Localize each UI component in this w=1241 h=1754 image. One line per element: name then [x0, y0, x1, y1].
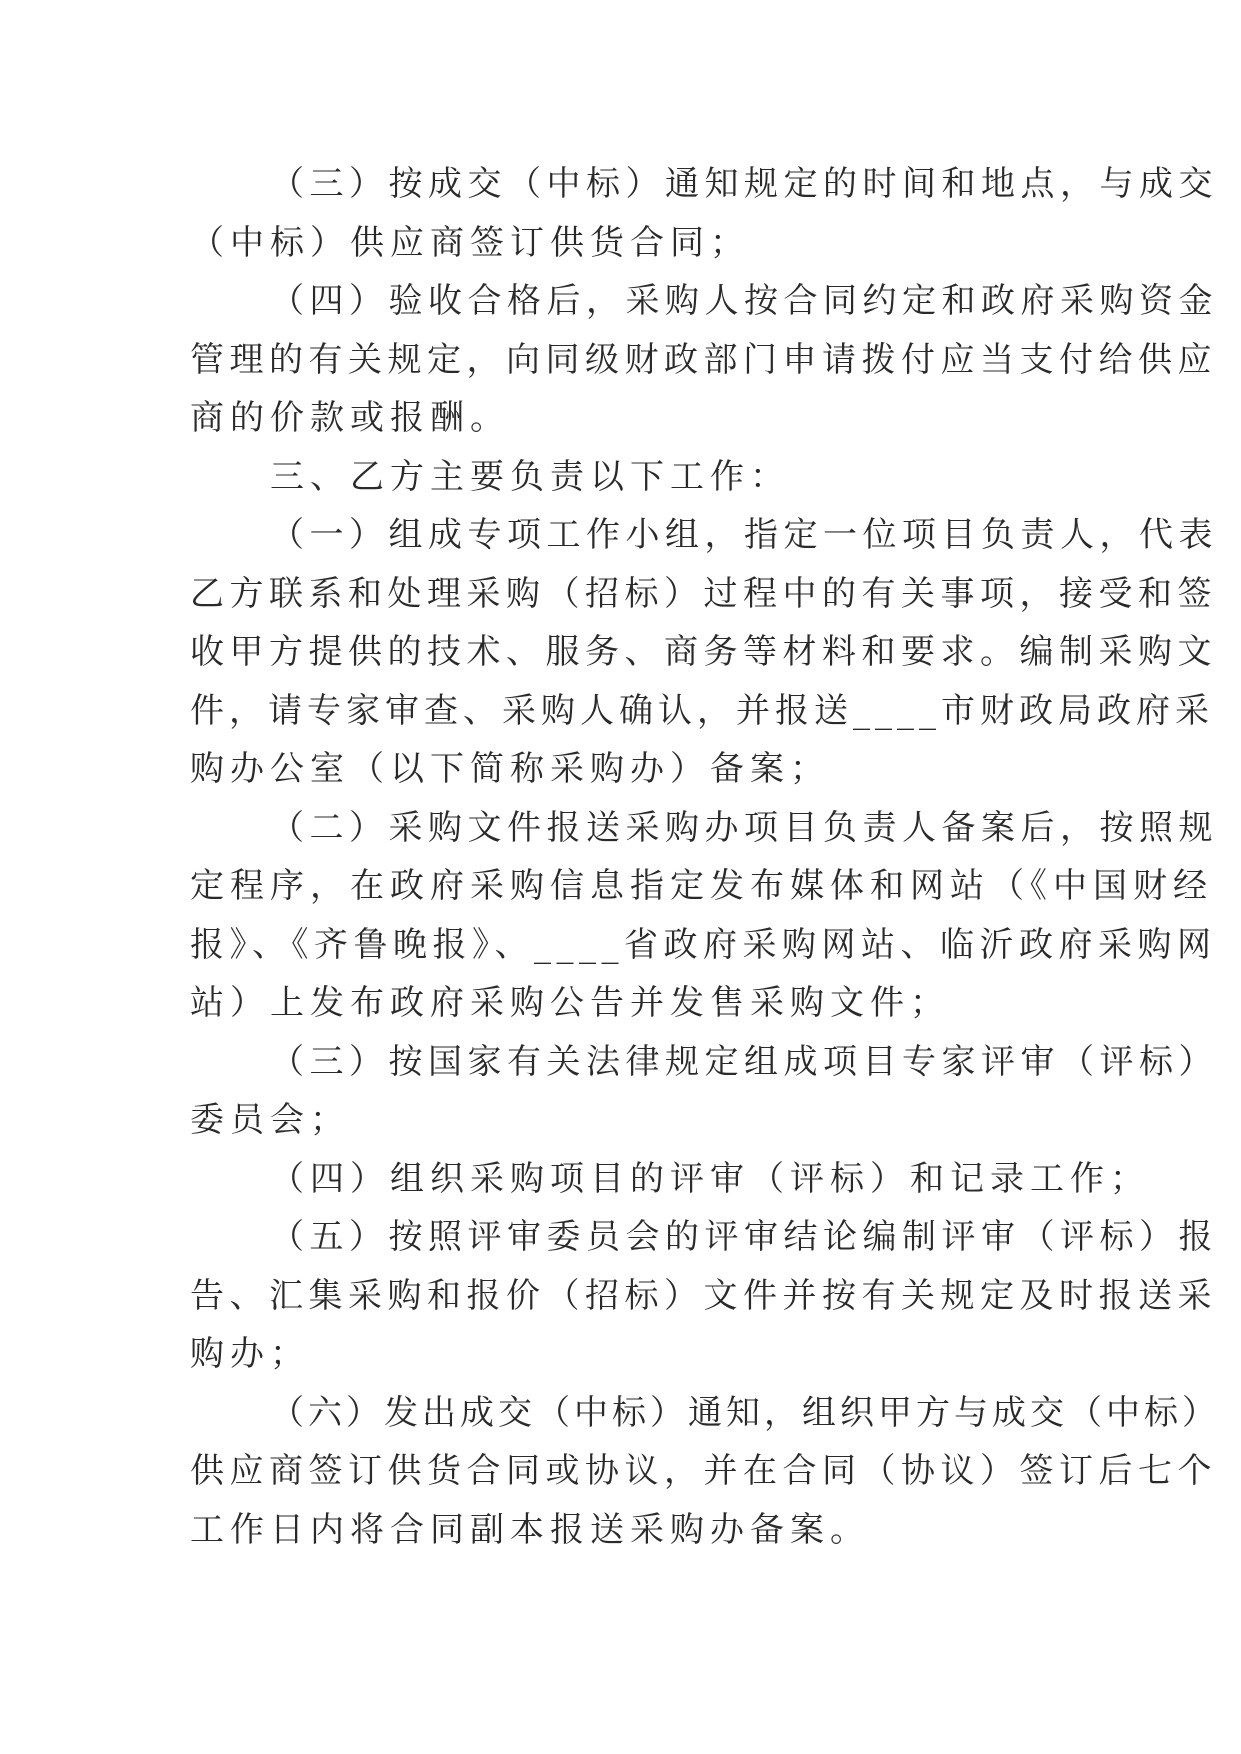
- text-line: （四）验收合格后，采购人按合同约定和政府采购资金: [270, 281, 1218, 321]
- text-line: 乙方联系和处理采购（招标）过程中的有关事项，接受和签: [190, 573, 1217, 614]
- text-line: 报》、《齐鲁晚报》、____省政府采购网站、临沂政府采购网: [190, 924, 1217, 965]
- section-heading: 三、乙方主要负责以下工作：: [270, 456, 790, 497]
- text-line: 站）上发布政府采购公告并发售采购文件；: [190, 983, 950, 1023]
- text-line: 告、汇集采购和报价（招标）文件并按有关规定及时报送采: [190, 1275, 1217, 1316]
- document-body: [190, 155, 1220, 1559]
- text-line: 工作日内将合同副本报送采购办备案。: [190, 1509, 870, 1550]
- text-line: （五）按照评审委员会的评审结论编制评审（评标）报: [270, 1217, 1218, 1257]
- text-line: （三）按成交（中标）通知规定的时间和地点，与成交: [270, 164, 1218, 204]
- text-line: 定程序，在政府采购信息指定发布媒体和网站（《中国财经: [190, 866, 1213, 906]
- text-line: （六）发出成交（中标）通知，组织甲方与成交（中标）: [270, 1392, 1220, 1433]
- text-line: （三）按国家有关法律规定组成项目专家评审（评标）: [270, 1041, 1218, 1082]
- text-line: 购办公室（以下简称采购办）备案；: [190, 749, 830, 789]
- text-line: （四）组织采购项目的评审（评标）和记录工作；: [270, 1158, 1150, 1199]
- text-line: 委员会；: [190, 1100, 350, 1140]
- text-line: 收甲方提供的技术、服务、商务等材料和要求。编制采购文: [190, 632, 1217, 672]
- text-line: 商的价款或报酬。: [190, 398, 510, 438]
- text-line: 件，请专家审查、采购人确认，并报送____市财政局政府采: [190, 690, 1214, 731]
- text-line: 管理的有关规定，向同级财政部门申请拨付应当支付给供应: [190, 339, 1217, 380]
- text-line: （二）采购文件报送采购办项目负责人备案后，按照规: [270, 807, 1218, 848]
- text-line: （一）组成专项工作小组，指定一位项目负责人，代表: [270, 515, 1218, 555]
- text-line: （中标）供应商签订供货合同；: [190, 222, 750, 263]
- text-line: 购办；: [190, 1334, 310, 1374]
- text-line: 供应商签订供货合同或协议，并在合同（协议）签订后七个: [190, 1451, 1217, 1491]
